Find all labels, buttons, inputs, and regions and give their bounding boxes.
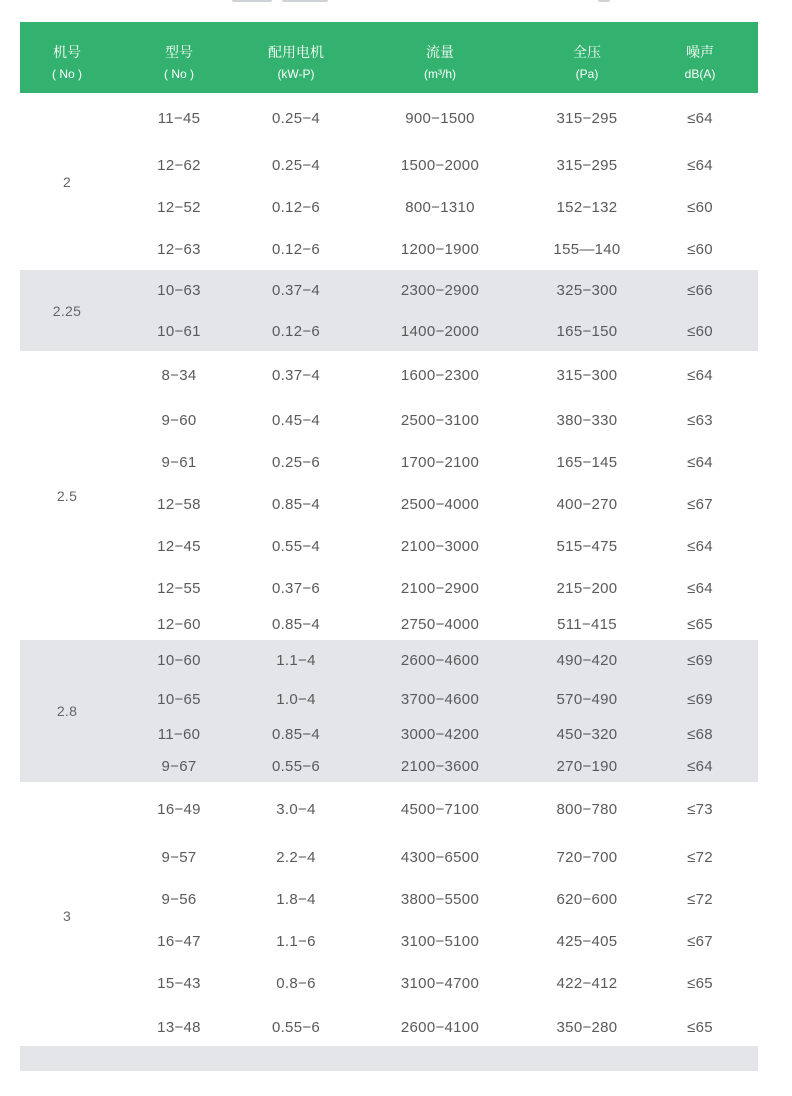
noise-cell: ≤73 — [687, 800, 713, 818]
table-row — [20, 836, 758, 878]
noise-cell: ≤60 — [642, 311, 758, 351]
pressure-cell: 350−280 — [556, 1018, 618, 1036]
table-row — [20, 680, 758, 718]
motor-cell: 0.25−6 — [271, 453, 321, 471]
header-flow-unit: (m³/h) — [348, 64, 532, 93]
motor-cell: 0.25−4 — [271, 110, 321, 127]
table-row — [20, 525, 758, 567]
noise-cell: ≤72 — [687, 848, 713, 866]
model-cell: 12−58 — [157, 495, 201, 513]
pressure-cell: 511−415 — [557, 616, 617, 633]
pressure-cell: 800−780 — [556, 800, 618, 818]
model-cell: 11−45 — [157, 110, 201, 127]
table-row — [20, 186, 758, 228]
flow-cell: 1700−2100 — [400, 453, 480, 471]
pressure-cell: 325−300 — [532, 270, 642, 311]
model-cell: 9−61 — [161, 453, 197, 471]
motor-cell: 0.12−6 — [271, 198, 321, 216]
pressure-cell: 425−405 — [556, 932, 618, 950]
table-body — [20, 93, 758, 1050]
header-no: 机号 — [20, 22, 114, 64]
flow-cell: 2500−3100 — [400, 411, 480, 429]
motor-cell: 2.2−4 — [276, 848, 316, 866]
noise-cell: ≤64 — [687, 110, 713, 127]
table-row — [20, 567, 758, 609]
header-noise-unit: dB(A) — [642, 64, 758, 93]
table-row — [20, 351, 758, 399]
table-row — [20, 399, 758, 441]
motor-cell: 0.37−6 — [271, 579, 321, 597]
header-model: 型号 — [114, 22, 244, 64]
model-cell: 12−60 — [157, 616, 201, 633]
flow-cell: 4300−6500 — [400, 848, 480, 866]
table-header — [20, 22, 758, 93]
model-cell: 10−61 — [114, 311, 244, 351]
model-cell: 10−63 — [114, 270, 244, 311]
motor-cell: 0.55−4 — [271, 537, 321, 555]
model-cell: 10−65 — [114, 680, 244, 718]
noise-cell: ≤64 — [687, 453, 713, 471]
table-row — [20, 609, 758, 640]
flow-cell: 3100−4700 — [400, 974, 480, 992]
table-row — [20, 483, 758, 525]
machine-no-cell: 2.5 — [56, 487, 78, 504]
flow-cell: 4500−7100 — [400, 800, 480, 818]
model-cell: 16−47 — [157, 932, 201, 950]
header-motor: 配用电机 — [244, 22, 348, 64]
noise-cell: ≤65 — [687, 974, 713, 992]
header-pressure-unit: (Pa) — [532, 64, 642, 93]
noise-cell: ≤60 — [687, 198, 713, 216]
noise-cell: ≤64 — [687, 579, 713, 597]
model-cell: 8−34 — [161, 366, 197, 384]
header-noise: 噪声 — [642, 22, 758, 64]
table-row — [20, 311, 758, 351]
motor-cell: 0.55−6 — [271, 1018, 321, 1036]
machine-no-cell: 3 — [62, 908, 72, 924]
model-cell: 12−55 — [157, 579, 201, 597]
noise-cell: ≤65 — [687, 1018, 713, 1036]
noise-cell: ≤63 — [687, 411, 713, 429]
flow-cell: 3700−4600 — [348, 680, 532, 718]
table-row — [20, 1004, 758, 1050]
flow-cell: 2100−3600 — [348, 750, 532, 782]
noise-cell: ≤67 — [687, 932, 713, 950]
pressure-cell: 400−270 — [556, 495, 618, 513]
flow-cell: 2100−2900 — [400, 579, 480, 597]
table-row — [20, 144, 758, 186]
pressure-cell: 720−700 — [556, 848, 618, 866]
noise-cell: ≤64 — [687, 156, 713, 174]
model-cell: 12−45 — [157, 537, 201, 555]
machine-no-cell: 2 — [62, 173, 72, 190]
motor-cell: 0.85−4 — [271, 495, 321, 513]
flow-cell: 3100−5100 — [400, 932, 480, 950]
model-cell: 15−43 — [157, 974, 201, 992]
motor-cell: 0.12−6 — [271, 240, 321, 258]
cropped-heading-fragment — [0, 0, 792, 6]
header-pressure: 全压 — [532, 22, 642, 64]
pressure-cell: 315−295 — [556, 110, 618, 127]
header-flow: 流量 — [348, 22, 532, 64]
flow-cell: 1200−1900 — [400, 240, 480, 258]
pressure-cell: 155—140 — [553, 240, 621, 258]
pressure-cell: 570−490 — [532, 680, 642, 718]
pressure-cell: 490−420 — [532, 640, 642, 680]
header-no-unit: ( No ) — [20, 64, 114, 93]
motor-cell: 1.1−6 — [276, 932, 316, 950]
noise-cell: ≤72 — [687, 890, 713, 908]
pressure-cell: 152−132 — [556, 198, 618, 216]
flow-cell: 2500−4000 — [400, 495, 480, 513]
machine-no-cell: 2.8 — [20, 640, 114, 782]
pressure-cell: 620−600 — [556, 890, 618, 908]
flow-cell: 2600−4100 — [400, 1018, 480, 1036]
table-row — [20, 441, 758, 483]
noise-cell: ≤64 — [687, 537, 713, 555]
motor-cell: 0.85−4 — [271, 616, 321, 633]
model-cell: 16−49 — [157, 800, 201, 818]
motor-cell: 3.0−4 — [276, 800, 316, 818]
flow-cell: 2100−3000 — [400, 537, 480, 555]
table-row — [20, 270, 758, 311]
noise-cell: ≤69 — [642, 680, 758, 718]
header-motor-unit: (kW-P) — [244, 64, 348, 93]
model-cell: 12−62 — [157, 156, 201, 174]
model-cell: 12−52 — [157, 198, 201, 216]
table-row — [20, 782, 758, 836]
motor-cell: 0.12−6 — [244, 311, 348, 351]
table-row — [20, 962, 758, 1004]
flow-cell: 2300−2900 — [348, 270, 532, 311]
flow-cell: 800−1310 — [405, 198, 475, 216]
model-cell: 9−57 — [161, 848, 197, 866]
model-cell: 9−67 — [114, 750, 244, 782]
table-row — [20, 640, 758, 680]
noise-cell: ≤64 — [642, 750, 758, 782]
model-cell: 12−63 — [157, 240, 201, 258]
flow-cell: 3800−5500 — [400, 890, 480, 908]
motor-cell: 0.45−4 — [271, 411, 321, 429]
flow-cell: 2750−4000 — [400, 616, 480, 633]
noise-cell: ≤66 — [642, 270, 758, 311]
motor-cell: 0.8−6 — [276, 974, 316, 992]
noise-cell: ≤64 — [687, 366, 713, 384]
flow-cell: 900−1500 — [405, 110, 475, 127]
model-cell: 11−60 — [114, 718, 244, 750]
flow-cell: 1600−2300 — [400, 366, 480, 384]
model-cell: 13−48 — [157, 1018, 201, 1036]
pressure-cell: 380−330 — [556, 411, 618, 429]
table-row — [20, 750, 758, 782]
pressure-cell: 422−412 — [556, 974, 618, 992]
motor-cell: 0.37−4 — [244, 270, 348, 311]
motor-cell: 0.85−4 — [244, 718, 348, 750]
pressure-cell: 315−295 — [556, 156, 618, 174]
flow-cell: 1500−2000 — [400, 156, 480, 174]
noise-cell: ≤69 — [642, 640, 758, 680]
flow-cell: 2600−4600 — [348, 640, 532, 680]
motor-cell: 0.37−4 — [271, 366, 321, 384]
table-row — [20, 93, 758, 144]
model-cell: 10−60 — [114, 640, 244, 680]
noise-cell: ≤68 — [642, 718, 758, 750]
pressure-cell: 270−190 — [532, 750, 642, 782]
model-cell: 9−56 — [161, 890, 197, 908]
motor-cell: 1.1−4 — [244, 640, 348, 680]
pressure-cell: 215−200 — [556, 579, 618, 597]
pressure-cell: 315−300 — [556, 366, 618, 384]
pressure-cell: 165−150 — [532, 311, 642, 351]
motor-cell: 0.55−6 — [244, 750, 348, 782]
pressure-cell: 450−320 — [532, 718, 642, 750]
pressure-cell: 515−475 — [556, 537, 618, 555]
motor-cell: 1.0−4 — [244, 680, 348, 718]
table-row — [20, 228, 758, 270]
motor-cell: 1.8−4 — [276, 890, 316, 908]
fan-spec-table — [20, 22, 758, 1050]
bottom-shaded-band — [20, 1046, 758, 1071]
table-row — [20, 718, 758, 750]
noise-cell: ≤65 — [687, 616, 713, 633]
flow-cell: 3000−4200 — [348, 718, 532, 750]
header-model-unit: ( No ) — [114, 64, 244, 93]
noise-cell: ≤60 — [687, 240, 713, 258]
noise-cell: ≤67 — [687, 495, 713, 513]
motor-cell: 0.25−4 — [271, 156, 321, 174]
model-cell: 9−60 — [161, 411, 197, 429]
machine-no-cell: 2.25 — [20, 270, 114, 351]
table-row — [20, 920, 758, 962]
table-row — [20, 878, 758, 920]
flow-cell: 1400−2000 — [348, 311, 532, 351]
pressure-cell: 165−145 — [556, 453, 618, 471]
